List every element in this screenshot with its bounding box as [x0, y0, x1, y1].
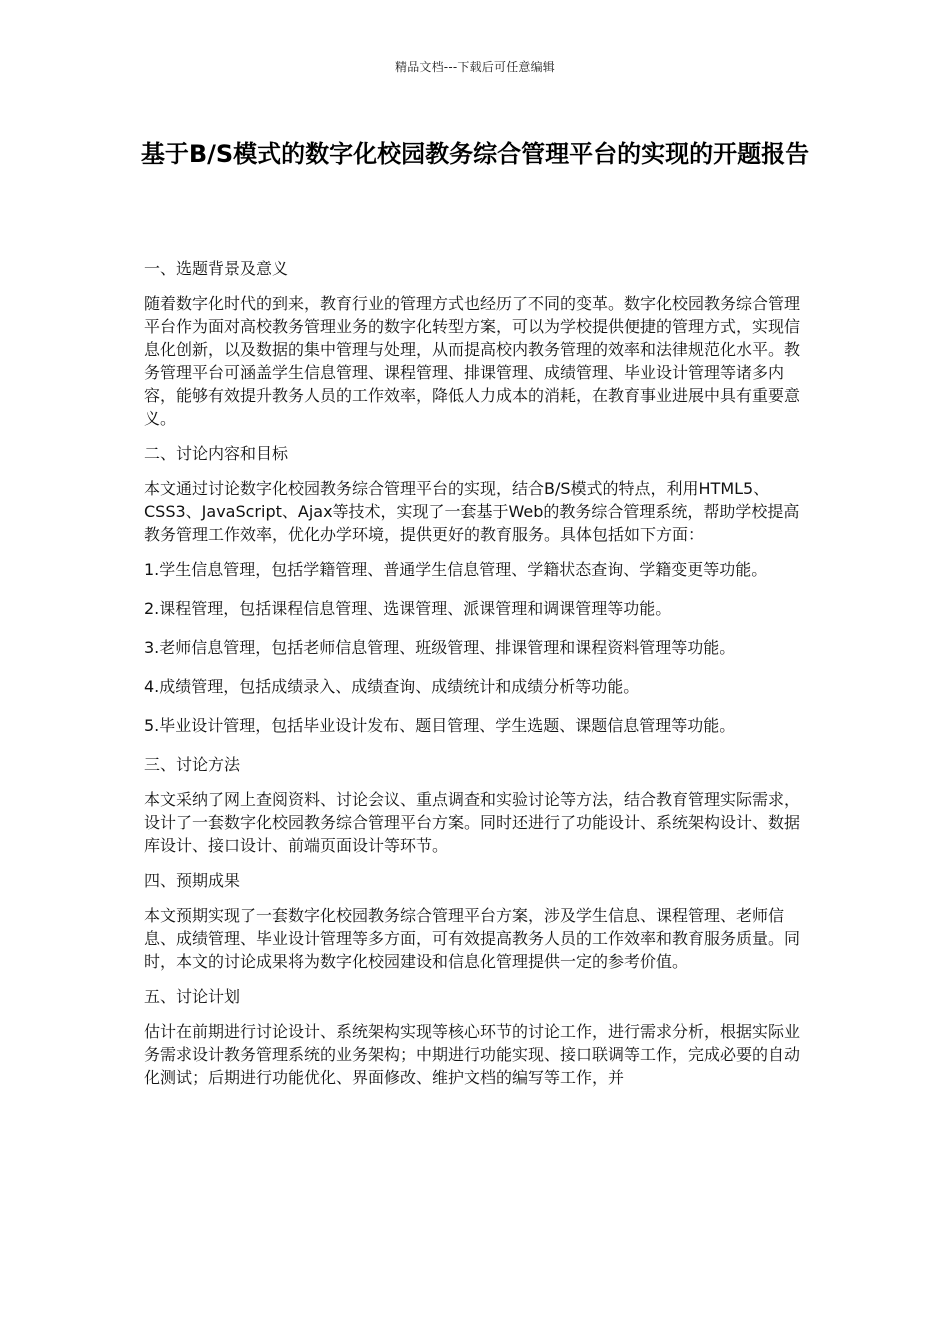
section-paragraph: 随着数字化时代的到来，教育行业的管理方式也经历了不同的变革。数字化校园教务综合管理平台作为面对高校教务管理业务的数字化转型方案，可以为学校提供便捷的管理方式，实现信息化创新，以及数据的集中管理与处理，从而提高校内教务管理的效率和法律规范化水平。教务管理平台可涵盖学生信息管理、课程管理、排课管理、成绩管理、毕业设计管理等诸多内容，能够有效提升教务人员的工作效率，降低人力成本的消耗，在教育事业进展中具有重要意义。: [144, 294, 801, 428]
section-heading-plan: 五、讨论计划: [144, 987, 241, 1006]
section-paragraph: 估计在前期进行讨论设计、系统架构实现等核心环节的讨论工作，进行需求分析，根据实际业务需求设计教务管理系统的业务架构；中期进行功能实现、接口联调等工作，完成必要的自动化测试；后期进行功能优化、界面修改、维护文档的编写等工作，并: [144, 1022, 801, 1087]
section-paragraph: 本文通过讨论数字化校园教务综合管理平台的实现，结合B/S模式的特点，利用HTML5、CSS3、JavaScript、Ajax等技术，实现了一套基于Web的教务综合管理系统，帮助学校提高教务管理工作效率，优化办学环境，提供更好的教育服务。具体包括如下方面：: [144, 479, 800, 544]
section-heading-methods: 三、讨论方法: [144, 755, 241, 774]
section-paragraph: 本文采纳了网上查阅资料、讨论会议、重点调查和实验讨论等方法，结合教育管理实际需求，设计了一套数字化校园教务综合管理平台方案。同时还进行了功能设计、系统架构设计、数据库设计、接口设计、前端页面设计等环节。: [144, 790, 801, 855]
section-heading-expected-results: 四、预期成果: [144, 871, 241, 890]
document-title: 基于B/S模式的数字化校园教务综合管理平台的实现的开题报告: [140, 140, 810, 168]
list-item: 2.课程管理，包括课程信息管理、选课管理、派课管理和调课管理等功能。: [144, 599, 672, 618]
list-item: 5.毕业设计管理，包括毕业设计发布、题目管理、学生选题、课题信息管理等功能。: [144, 716, 736, 735]
section-paragraph: 本文预期实现了一套数字化校园教务综合管理平台方案，涉及学生信息、课程管理、老师信息、成绩管理、毕业设计管理等多方面，可有效提高教务人员的工作效率和教育服务质量。同时，本文的讨论成果将为数字化校园建设和信息化管理提供一定的参考价值。: [144, 906, 801, 971]
list-item: 3.老师信息管理，包括老师信息管理、班级管理、排课管理和课程资料管理等功能。: [144, 638, 736, 657]
section-heading-background: 一、选题背景及意义: [144, 259, 289, 278]
header-note: 精品文档---下载后可任意编辑: [395, 60, 555, 74]
list-item: 1.学生信息管理，包括学籍管理、普通学生信息管理、学籍状态查询、学籍变更等功能。: [144, 560, 768, 579]
section-heading-content-goals: 二、讨论内容和目标: [144, 444, 289, 463]
list-item: 4.成绩管理，包括成绩录入、成绩查询、成绩统计和成绩分析等功能。: [144, 677, 640, 696]
document-body: [144, 257, 804, 1101]
